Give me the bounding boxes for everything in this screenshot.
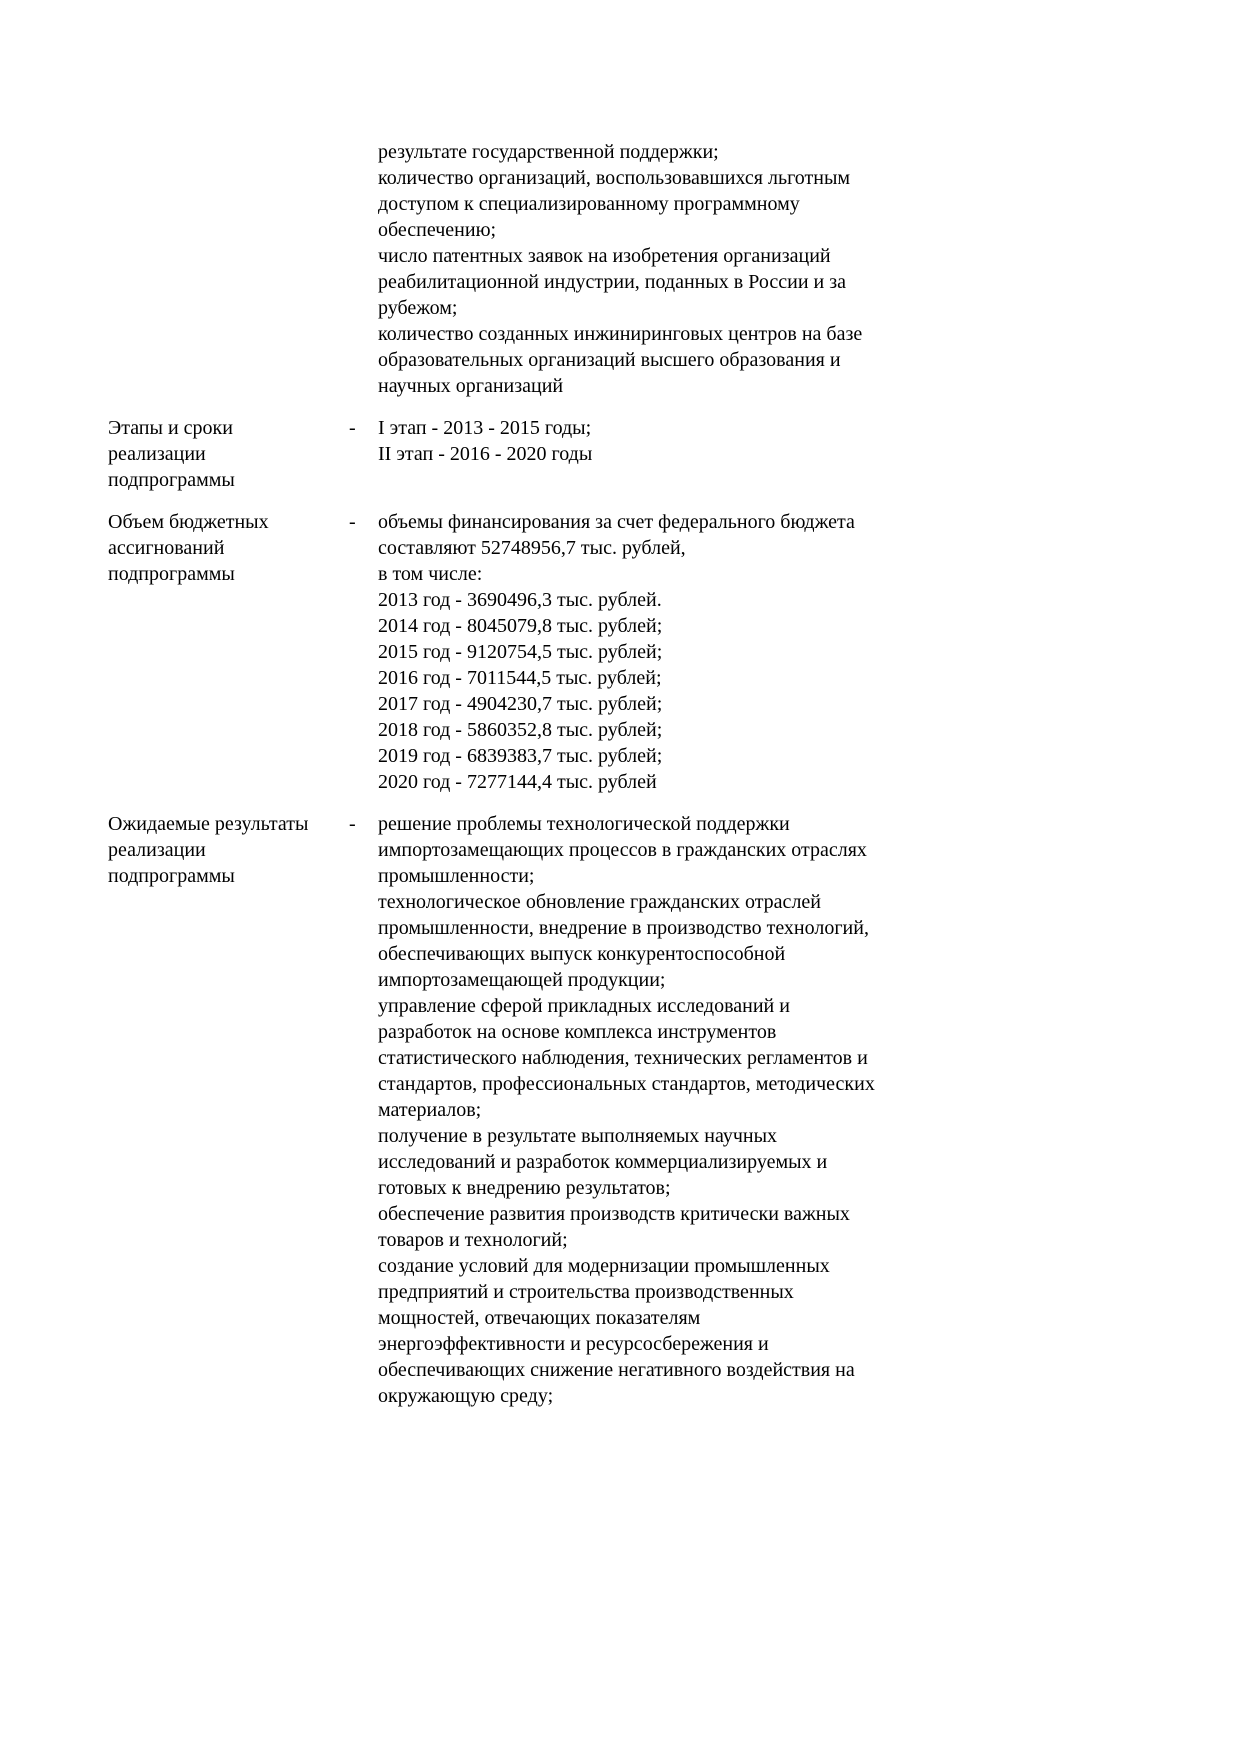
content-line: доступом к специализированному программному	[378, 193, 800, 215]
row-dash: -	[349, 417, 356, 439]
content-line: обеспечивающих выпуск конкурентоспособной	[378, 943, 786, 965]
content-line: создание условий для модернизации промышленных	[378, 1255, 830, 1277]
content-line: материалов;	[378, 1099, 482, 1121]
content-line: 2015 год - 9120754,5 тыс. рублей;	[378, 641, 663, 663]
label-line: Ожидаемые результаты	[108, 813, 309, 835]
content-line: статистического наблюдения, технических регламентов и	[378, 1047, 868, 1069]
content-line: I этап - 2013 - 2015 годы;	[378, 417, 592, 439]
passport-row	[108, 139, 1180, 399]
label-line: ассигнований	[108, 537, 225, 559]
content-line: 2017 год - 4904230,7 тыс. рублей;	[378, 693, 663, 715]
content-line: II этап - 2016 - 2020 годы	[378, 443, 593, 465]
content-line: получение в результате выполняемых научных	[378, 1125, 778, 1147]
content-line: импортозамещающей продукции;	[378, 969, 666, 991]
content-line: обеспечение развития производств критически важных	[378, 1203, 850, 1225]
content-line: промышленности, внедрение в производство технологий,	[378, 917, 869, 939]
row-label	[108, 509, 349, 795]
content-line: импортозамещающих процессов в гражданских отраслях	[378, 839, 867, 861]
content-line: составляют 52748956,7 тыс. рублей,	[378, 537, 686, 559]
content-line: 2020 год - 7277144,4 тыс. рублей	[378, 771, 657, 793]
content-line: энергоэффективности и ресурсосбережения и	[378, 1333, 769, 1355]
row-dash: -	[349, 511, 356, 533]
row-label	[108, 139, 349, 399]
label-line: подпрограммы	[108, 563, 235, 585]
label-line: реализации	[108, 839, 206, 861]
row-content	[378, 509, 998, 795]
content-line: разработок на основе комплекса инструментов	[378, 1021, 777, 1043]
row-content	[378, 415, 998, 493]
passport-row	[108, 811, 1180, 1409]
content-line: 2013 год - 3690496,3 тыс. рублей.	[378, 589, 662, 611]
content-line: стандартов, профессиональных стандартов, методических	[378, 1073, 875, 1095]
content-line: 2018 год - 5860352,8 тыс. рублей;	[378, 719, 663, 741]
content-line: объемы финансирования за счет федерального бюджета	[378, 511, 855, 533]
content-line: обеспечивающих снижение негативного воздействия на	[378, 1359, 855, 1381]
label-line: подпрограммы	[108, 469, 235, 491]
content-line: научных организаций	[378, 375, 564, 397]
content-line: образовательных организаций высшего образования и	[378, 349, 841, 371]
content-line: результате государственной поддержки;	[378, 141, 719, 163]
content-line: в том числе:	[378, 563, 483, 585]
document-body	[108, 139, 1180, 1409]
passport-row	[108, 415, 1180, 493]
content-line: исследований и разработок коммерциализируемых и	[378, 1151, 828, 1173]
content-line: технологическое обновление гражданских отраслей	[378, 891, 821, 913]
row-label	[108, 811, 349, 1409]
label-line: подпрограммы	[108, 865, 235, 887]
content-line: мощностей, отвечающих показателям	[378, 1307, 701, 1329]
label-line: реализации	[108, 443, 206, 465]
content-line: реабилитационной индустрии, поданных в России и за	[378, 271, 847, 293]
content-line: обеспечению;	[378, 219, 497, 241]
label-line: Объем бюджетных	[108, 511, 269, 533]
content-line: товаров и технологий;	[378, 1229, 568, 1251]
row-dash: -	[349, 813, 356, 835]
content-line: 2016 год - 7011544,5 тыс. рублей;	[378, 667, 662, 689]
content-line: предприятий и строительства производственных	[378, 1281, 794, 1303]
content-line: 2014 год - 8045079,8 тыс. рублей;	[378, 615, 663, 637]
content-line: 2019 год - 6839383,7 тыс. рублей;	[378, 745, 663, 767]
content-line: промышленности;	[378, 865, 535, 887]
content-line: рубежом;	[378, 297, 458, 319]
row-dash	[349, 139, 378, 399]
content-line: количество организаций, воспользовавшихся льготным	[378, 167, 851, 189]
content-line: решение проблемы технологической поддержки	[378, 813, 790, 835]
passport-row	[108, 509, 1180, 795]
content-line: готовых к внедрению результатов;	[378, 1177, 671, 1199]
row-label	[108, 415, 349, 493]
row-content	[378, 811, 998, 1409]
content-line: число патентных заявок на изобретения организаций	[378, 245, 831, 267]
content-line: управление сферой прикладных исследований и	[378, 995, 790, 1017]
row-content	[378, 139, 998, 399]
content-line: количество созданных инжиниринговых центров на базе	[378, 323, 863, 345]
content-line: окружающую среду;	[378, 1385, 554, 1407]
label-line: Этапы и сроки	[108, 417, 233, 439]
